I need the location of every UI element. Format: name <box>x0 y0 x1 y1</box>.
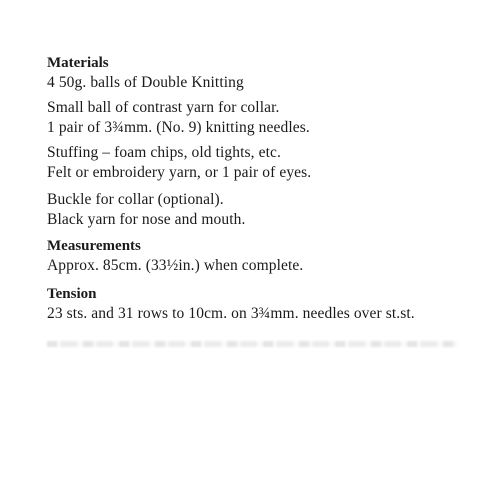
tension-heading: Tension <box>47 286 97 302</box>
materials-line-2: Small ball of contrast yarn for collar. <box>47 99 280 116</box>
materials-line-4: Stuffing – foam chips, old tights, etc. <box>47 144 281 161</box>
measurements-heading: Measurements <box>47 238 141 254</box>
materials-heading: Materials <box>47 55 109 71</box>
materials-line-6: Buckle for collar (optional). <box>47 191 224 208</box>
faded-text-line <box>47 341 457 347</box>
materials-line-3: 1 pair of 3¾mm. (No. 9) knitting needles. <box>47 119 310 136</box>
materials-line-7: Black yarn for nose and mouth. <box>47 211 246 228</box>
materials-line-1: 4 50g. balls of Double Knitting <box>47 74 244 91</box>
knitting-pattern-page <box>47 54 487 324</box>
measurements-line: Approx. 85cm. (33½in.) when complete. <box>47 257 304 274</box>
materials-line-5: Felt or embroidery yarn, or 1 pair of eyes. <box>47 164 312 181</box>
tension-line: 23 sts. and 31 rows to 10cm. on 3¾mm. needles over st.st. <box>47 305 415 322</box>
